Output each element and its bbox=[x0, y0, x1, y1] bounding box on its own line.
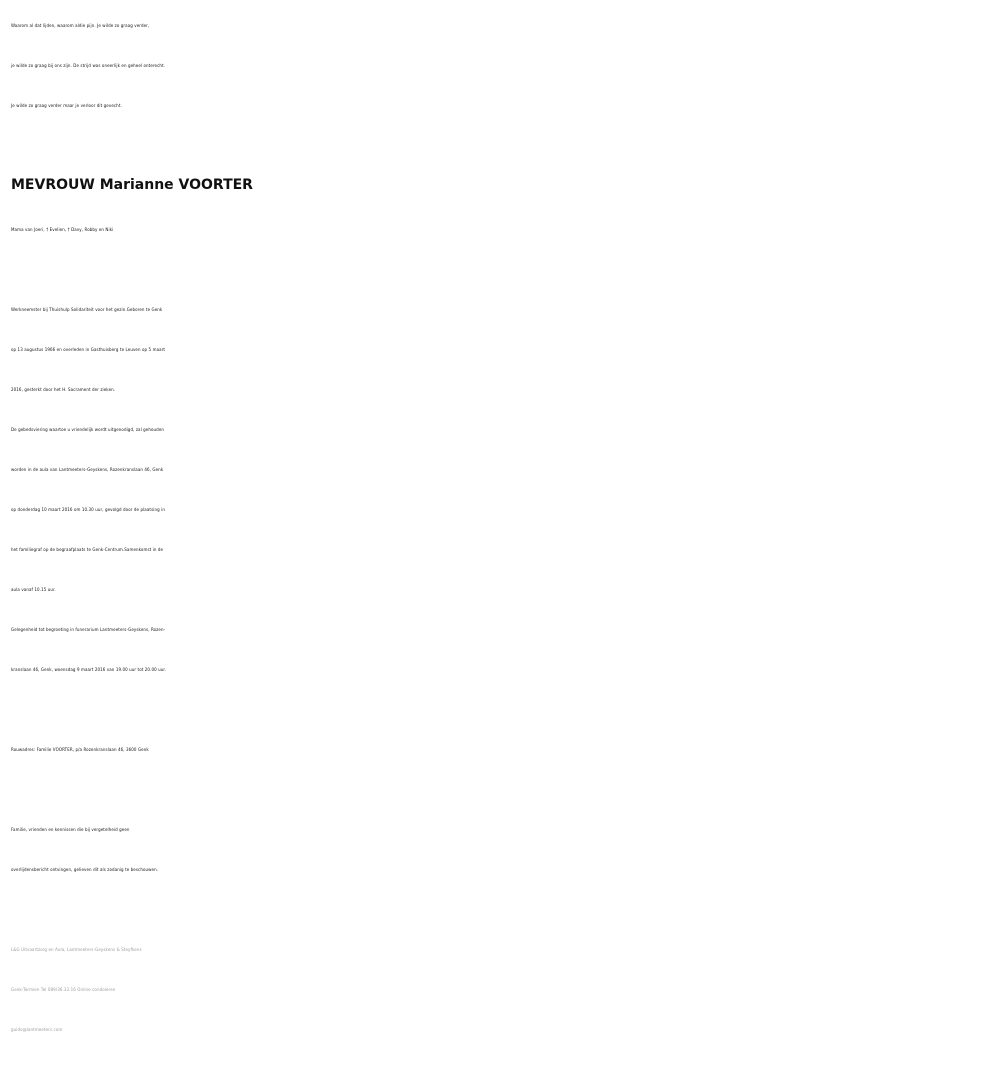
notice bbox=[11, 810, 1000, 890]
spacer bbox=[11, 250, 1000, 290]
notice-line: Familie, vrienden en kennissen die bij vergetelheid geen bbox=[11, 827, 130, 832]
footer-email: guido@lantmeeters.com bbox=[11, 1027, 63, 1032]
poem-line: je wilde zo graag bij ons zijn. De strijd was oneerlijk en geheel onterecht. bbox=[11, 63, 166, 68]
funeral-home-footer bbox=[11, 930, 1000, 1050]
body-line: het familiegraf op de begraafplaats te Genk-Centrum.Samenkomst in de bbox=[11, 547, 164, 552]
poem-line: Waarom al dat lijden, waarom aldie pijn. Je wilde zo graag verder, bbox=[11, 23, 150, 28]
deceased-name: MEVROUW Marianne VOORTER bbox=[11, 177, 253, 193]
poem bbox=[11, 6, 1000, 126]
body-line: worden in de aula van Lantmeeters-Geyskens, Rozenkranslaan 46, Genk bbox=[11, 467, 164, 472]
body-line: op donderdag 10 maart 2016 om 10.30 uur, gevolgd door de plaatsing in bbox=[11, 507, 165, 512]
body-line: Werkneemster bij Thuishulp Solidariteit voor het gezin.Geboren te Genk bbox=[11, 307, 163, 312]
body-line: De gebedsviering waartoe u vriendelijk wordt uitgenodigd, zal gehouden bbox=[11, 427, 165, 432]
body-line: op 13 augustus 1966 en overleden in Gasthuisberg te Leuven op 5 maart bbox=[11, 347, 166, 352]
notice-line: overlijdensbericht ontvingen, gelieven dit als zodanig te beschouwen. bbox=[11, 867, 159, 872]
family-subtitle: Mama van Joeri, † Evelien, † Davy, Robby en Niki bbox=[11, 227, 114, 232]
spacer bbox=[11, 690, 1000, 730]
footer-line: Genk-Termien Tel 089/36.33.16 Online condoleren bbox=[11, 987, 116, 992]
obituary-body bbox=[11, 290, 1000, 690]
poem-line: Je wilde zo graag verder maar je verloor dit gevecht. bbox=[11, 103, 122, 108]
body-line: aula vanaf 10.15 uur. bbox=[11, 587, 56, 592]
footer-line: L&G Uitvaartzorg en Aula, Lantmeeters-Geyskens & Steyfkens bbox=[11, 947, 142, 952]
mourning-address: Rouwadres: Familie VOORTER, p/a Rozenkranslaan 46, 3600 Genk bbox=[11, 747, 149, 752]
spacer bbox=[11, 890, 1000, 930]
body-line: Gelegenheid tot begroeting in funerarium Lantmeeters-Geyskens, Rozen- bbox=[11, 627, 166, 632]
body-line: 2016, gesterkt door het H. Sacrament der zieken. bbox=[11, 387, 116, 392]
spacer bbox=[11, 770, 1000, 810]
body-line: kranslaan 46, Genk, woensdag 9 maart 2016 van 19.00 uur tot 20.00 uur. bbox=[11, 667, 167, 672]
